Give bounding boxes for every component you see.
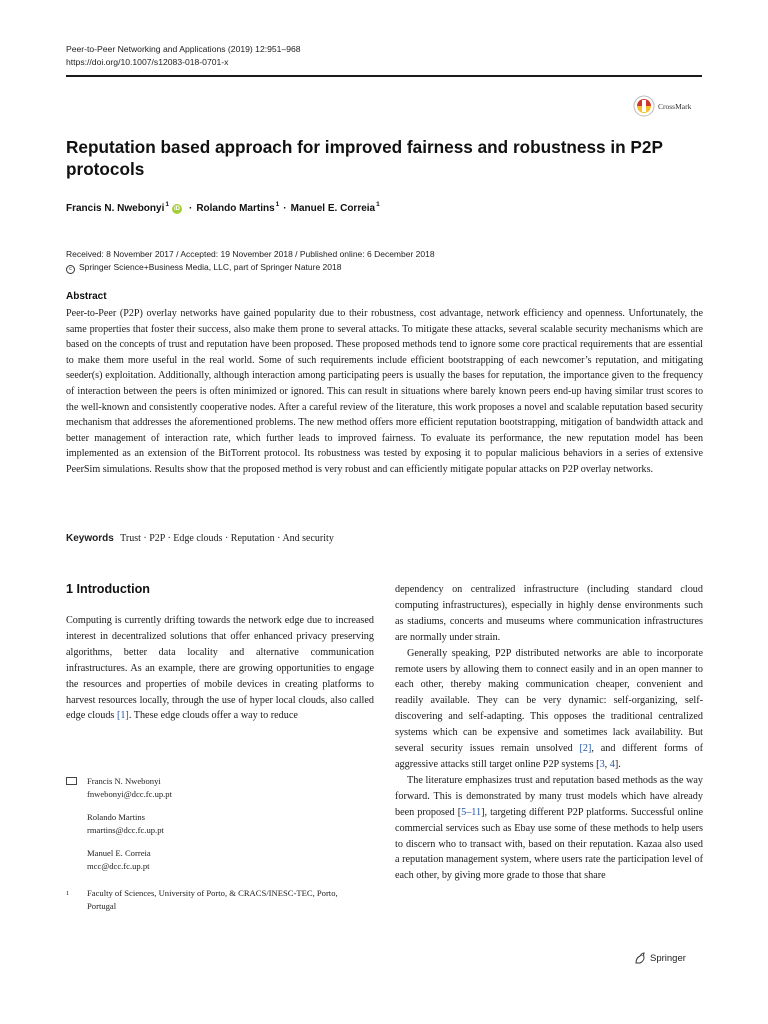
intro-paragraph: dependency on centralized infrastructure (including standard cloud computing infrastructures), especially in highly dense environments such as stadiums, concerts and museums where communication infrastructures are normally under strain. <box>395 584 703 643</box>
keywords-label: Keywords <box>66 533 114 544</box>
citation-link[interactable]: [2] <box>579 743 592 755</box>
affiliation-text: Faculty of Sciences, University of Porto, & CRACS/INESC-TEC, Porto, Portugal <box>87 888 338 911</box>
author-affil-mark: 1 <box>275 201 280 208</box>
copyright-line <box>66 261 435 274</box>
section-heading-introduction: 1 Introduction <box>66 582 150 596</box>
contact-entry <box>66 847 366 873</box>
publisher-name: Springer <box>650 952 686 964</box>
citation-link[interactable]: [1] <box>116 710 129 722</box>
corresponding-contact <box>66 775 366 801</box>
intro-right-column <box>395 582 703 884</box>
author-footnotes <box>66 775 366 913</box>
copyright-icon: c <box>66 265 75 274</box>
author-name[interactable]: Manuel E. Correia <box>290 203 376 214</box>
abstract-heading: Abstract <box>66 291 107 302</box>
journal-header <box>66 43 301 69</box>
contact-email[interactable]: rmartins@dcc.fc.up.pt <box>87 825 164 835</box>
affiliation-mark: 1 <box>66 890 70 897</box>
author-name[interactable]: Francis N. Nwebonyi <box>66 203 165 214</box>
springer-horse-icon <box>633 951 647 965</box>
doi-link[interactable]: https://doi.org/10.1007/s12083-018-0701-x <box>66 57 229 67</box>
author-affil-mark: 1 <box>376 201 380 208</box>
intro-paragraph: The literature emphasizes trust and reputation based methods as the way forward. This is demonstrated by many trust models which have already been proposed [5–11], targeting different P2P platforms. Successful online commercial services such as Ebay use some of these methods to help users to discern who to transact with, based on their reputation. Kazaa also used a reputation management system, where users rate the participation level of each other, by giving more grade to those that share <box>395 774 703 882</box>
envelope-icon <box>66 777 77 785</box>
citation-link[interactable]: 5–11 <box>461 806 482 818</box>
publisher-logo <box>633 951 686 965</box>
contact-email[interactable]: mcc@dcc.fc.up.pt <box>87 861 150 871</box>
contact-name: Manuel E. Correia <box>87 848 151 858</box>
author-affil-mark: 1 <box>165 201 169 208</box>
abstract-body: Peer-to-Peer (P2P) overlay networks have gained popularity due to their robustness, cost advantage, network efficiency and openness. Unfortunately, the same properties that foster their success, also make them prone to several attacks. To mitigate these attacks, several scalable security mechanisms which are based on the concepts of trust and reputation have been proposed. These proposed methods tend to ignore some core practical requirements that are essential to make them more useful in the real world. Some of such requirements include efficient bootstrapping of each newcomer’s reputation, and mitigating seeder(s) exploitation. Additionally, although interaction among participating peers is usually the bases for reputation, the importance given to the frequency of interaction between the peers is often minimized or ignored. This can result in situations where barely known peers end-up having similar trust scores to the well-known and consistently cooperative nodes. After a careful review of the literature, this work proposes a novel and scalable reputation based security mechanism that addresses the aforementioned problems. The new method offers more efficient reputation bootstrapping, mitigation of bandwidth attack and better management of interaction rate, which further leads to improved fairness. To evaluate its performance, the new reputation model has been implemented as an extension of the BitTorrent protocol. Its robustness was tested by exposing it to popular malicious behaviors in a series of extensive PeerSim simulations. Results show that the proposed method is very robust and can efficiently mitigate popular attacks on P2P overlay networks. <box>66 308 703 475</box>
header-rule <box>66 75 702 77</box>
contact-name: Rolando Martins <box>87 812 146 822</box>
intro-paragraph: Generally speaking, P2P distributed networks are able to incorporate remote users by allowing them to connect easily and in an open manner to each other, thereby making communication cheaper, convenient and readily available. They can be very dynamic: self-organizing, self-discovering and self-adapting. This opposes the traditional centralized systems which can be expensive and sometimes lack availability. But several security issues remain unsolved [2], and different forms of aggressive attacks still target online P2P systems [3, 4]. <box>395 647 703 770</box>
author-separator: · <box>188 203 193 214</box>
keywords-text: Trust · P2P · Edge clouds · Reputation · And security <box>120 533 334 544</box>
contact-email[interactable]: fnwebonyi@dcc.fc.up.pt <box>87 789 172 799</box>
received-accepted-line: Received: 8 November 2017 / Accepted: 19 November 2018 / Published online: 6 December 2018 <box>66 249 435 259</box>
contact-entry <box>66 811 366 837</box>
crossmark-label: CrossMark <box>658 101 692 111</box>
orcid-icon[interactable]: iD <box>173 206 180 212</box>
author-list <box>66 203 380 214</box>
citation-link[interactable]: 4 <box>609 758 615 770</box>
journal-citation: Peer-to-Peer Networking and Applications (2019) 12:951–968 <box>66 44 301 54</box>
intro-left-column <box>66 613 374 724</box>
citation-link[interactable]: 3 <box>599 758 605 770</box>
publication-dates <box>66 248 435 274</box>
keywords-line <box>66 533 334 544</box>
intro-paragraph: Computing is currently drifting towards the network edge due to increased interest in decentralized solutions that offer enhanced privacy preserving algorithms, better data locality and alternative communication infrastructures. As an example, there are growing opportunities to engage the resources and properties of mobile devices in creating platforms to harvest resources locally, through the use of hyper local clouds, also called edge clouds [1]. These edge clouds offer a way to reduce <box>66 615 374 722</box>
contact-name: Francis N. Nwebonyi <box>87 776 161 786</box>
paper-title: Reputation based approach for improved fairness and robustness in P2P protocols <box>66 137 663 179</box>
author-name[interactable]: Rolando Martins <box>196 203 275 214</box>
copyright-text: Springer Science+Business Media, LLC, part of Springer Nature 2018 <box>79 262 342 272</box>
crossmark-icon <box>633 95 655 117</box>
crossmark-badge[interactable] <box>633 93 703 119</box>
affiliation-note <box>66 887 366 913</box>
author-separator: · <box>283 203 287 214</box>
